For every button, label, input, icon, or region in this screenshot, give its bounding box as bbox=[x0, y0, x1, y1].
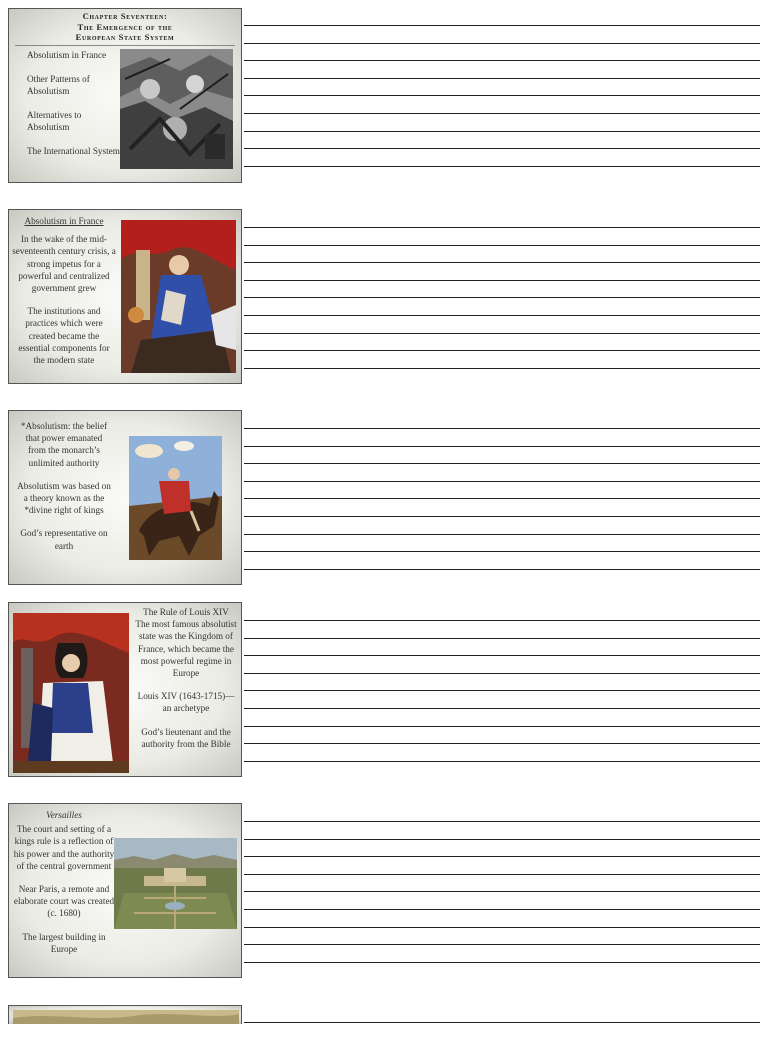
outline-item: Other Patterns of Absolutism bbox=[27, 74, 90, 96]
slide-paragraph: The court and setting of a kings rule is a reflection of his power and the authority of the central government bbox=[13, 824, 115, 871]
slide-paragraph: *Absolutism: the belief that power emanated from the monarch’s unlimited authority bbox=[20, 421, 108, 468]
outline-item: The International System bbox=[27, 146, 120, 156]
slide-title: Absolutism in France bbox=[24, 216, 104, 226]
slide-paragraph: Louis XIV (1643-1715)—an archetype bbox=[137, 691, 235, 714]
slide-title: Versailles bbox=[46, 810, 82, 820]
slide-paragraph: The largest building in Europe bbox=[22, 931, 106, 954]
note-lines bbox=[244, 227, 760, 385]
slide-text bbox=[16, 420, 112, 563]
outline-item: Alternatives to Absolutism bbox=[27, 110, 82, 132]
slide-paragraph: The most famous absolutist state was the Kingdom of France, which became the most powerful regime in Europe bbox=[135, 619, 237, 679]
outline-list bbox=[27, 49, 122, 169]
slide-title: The Rule of Louis XIV bbox=[143, 607, 229, 617]
slide-paragraph: Near Paris, a remote and elaborate court was created (c. 1680) bbox=[13, 884, 115, 919]
slide-5 bbox=[8, 803, 242, 978]
slide-paragraph: The institutions and practices which were created became the essential components for the modern state bbox=[18, 306, 110, 366]
slide-1 bbox=[8, 8, 242, 183]
slide-6 bbox=[8, 1005, 242, 1024]
slide-text bbox=[12, 809, 116, 966]
slide-paragraph: Absolutism was based on a theory known as the *divine right of kings bbox=[17, 480, 111, 516]
note-lines bbox=[244, 428, 760, 586]
versailles-image bbox=[114, 838, 237, 929]
note-lines bbox=[244, 620, 760, 778]
slide-text bbox=[134, 606, 238, 761]
note-lines bbox=[244, 25, 760, 183]
slide-paragraph: God’s lieutenant and the authority from the Bible bbox=[141, 726, 231, 749]
slide-3 bbox=[8, 410, 242, 585]
slide-4 bbox=[8, 602, 242, 777]
slide-text bbox=[12, 215, 116, 377]
slide-2 bbox=[8, 209, 242, 384]
outline-item: Absolutism in France bbox=[27, 50, 107, 60]
chapter-title: Chapter Seventeen: The Emergence of the European State System bbox=[15, 11, 235, 46]
louis-portrait-image bbox=[121, 220, 236, 373]
slide-paragraph: God’s representative on earth bbox=[20, 528, 108, 551]
note-lines bbox=[244, 821, 760, 979]
slide-paragraph: In the wake of the mid-seventeenth century crisis, a strong impetus for a powerful and centralized government grew bbox=[12, 234, 116, 294]
louis-xiv-portrait-image bbox=[13, 613, 129, 773]
battle-image bbox=[120, 49, 233, 169]
equestrian-portrait-image bbox=[129, 436, 222, 560]
note-lines bbox=[244, 1022, 760, 1040]
painting-image bbox=[13, 1010, 239, 1024]
